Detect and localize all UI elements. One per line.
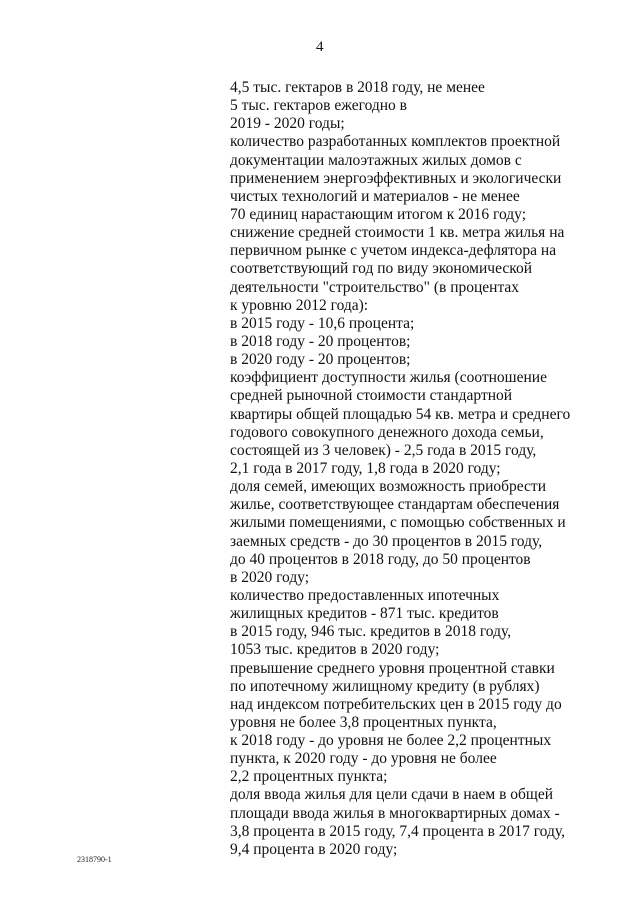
text-line: к уровню 2012 года): (230, 296, 369, 314)
text-line: 4,5 тыс. гектаров в 2018 году, не менее (230, 79, 485, 96)
text-line: в 2018 году - 20 процентов; (230, 332, 411, 350)
text-line: количество разработанных комплектов проектной (230, 133, 561, 151)
text-line: в 2020 году; (230, 568, 310, 586)
text-line: квартиры общей площадью 54 кв. метра и среднего (230, 405, 571, 423)
text-line: пункта, к 2020 году - до уровня не более (230, 750, 497, 768)
text-line: доля семей, имеющих возможность приобрести (230, 478, 546, 496)
text-line: применением энергоэффективных и экологически (230, 169, 562, 187)
text-line: состоящей из 3 человек) - 2,5 года в 2015 году, (230, 441, 537, 459)
text-line: 9,4 процента в 2020 году; (230, 840, 398, 858)
text-line: по ипотечному жилищному кредиту (в рублях) (230, 677, 540, 695)
text-line: уровня не более 3,8 процентных пункта, (230, 713, 497, 731)
text-line: соответствующий год по виду экономической (230, 260, 533, 278)
text-line: в 2020 году - 20 процентов; (230, 351, 411, 369)
text-line: жилыми помещениями, с помощью собственных и (230, 514, 566, 532)
text-line: деятельности "строительство" (в процентах (230, 278, 520, 296)
text-line: 2,1 года в 2017 году, 1,8 года в 2020 году; (230, 459, 501, 477)
text-line: снижение средней стоимости 1 кв. метра жилья на (230, 224, 565, 242)
text-line: средней рыночной стоимости стандартной (230, 387, 513, 405)
text-line: в 2015 году, 946 тыс. кредитов в 2018 году, (230, 623, 512, 641)
text-line: к 2018 году - до уровня не более 2,2 процентных (230, 732, 552, 750)
text-line: в 2015 году - 10,6 процента; (230, 314, 415, 332)
text-line: 1053 тыс. кредитов в 2020 году; (230, 641, 440, 659)
document-code: 2318790-1 (77, 855, 112, 864)
text-line: площади ввода жилья в многоквартирных домах - (230, 804, 560, 822)
text-line: превышение среднего уровня процентной ставки (230, 659, 555, 677)
text-line: доля ввода жилья для цели сдачи в наем в общей (230, 786, 554, 804)
text-line: до 40 процентов в 2018 году, до 50 процентов (230, 550, 531, 568)
text-line: заемных средств - до 30 процентов в 2015 году, (230, 532, 543, 550)
text-line: документации малоэтажных жилых домов с (230, 151, 522, 169)
text-line: 3,8 процента в 2015 году, 7,4 процента в 2017 году, (230, 822, 565, 840)
text-line: коэффициент доступности жилья (соотношение (230, 369, 547, 387)
text-line: жилищных кредитов - 871 тыс. кредитов (230, 605, 499, 623)
text-line: над индексом потребительских цен в 2015 году до (230, 695, 562, 713)
text-line: годового совокупного денежного дохода семьи, (230, 423, 544, 441)
text-line: количество предоставленных ипотечных (230, 586, 500, 604)
text-line: чистых технологий и материалов - не менее (230, 187, 520, 205)
text-line: 5 тыс. гектаров ежегодно в (230, 97, 408, 115)
text-line: 2019 - 2020 годы; (230, 115, 345, 133)
text-line: 2,2 процентных пункта; (230, 768, 388, 786)
text-line: первичном рынке с учетом индекса-дефлятора на (230, 242, 557, 260)
text-line: жилье, соответствующее стандартам обеспечения (230, 496, 560, 514)
body-text (230, 79, 590, 859)
text-line: 70 единиц нарастающим итогом к 2016 году; (230, 205, 527, 223)
page-number: 4 (316, 39, 324, 55)
